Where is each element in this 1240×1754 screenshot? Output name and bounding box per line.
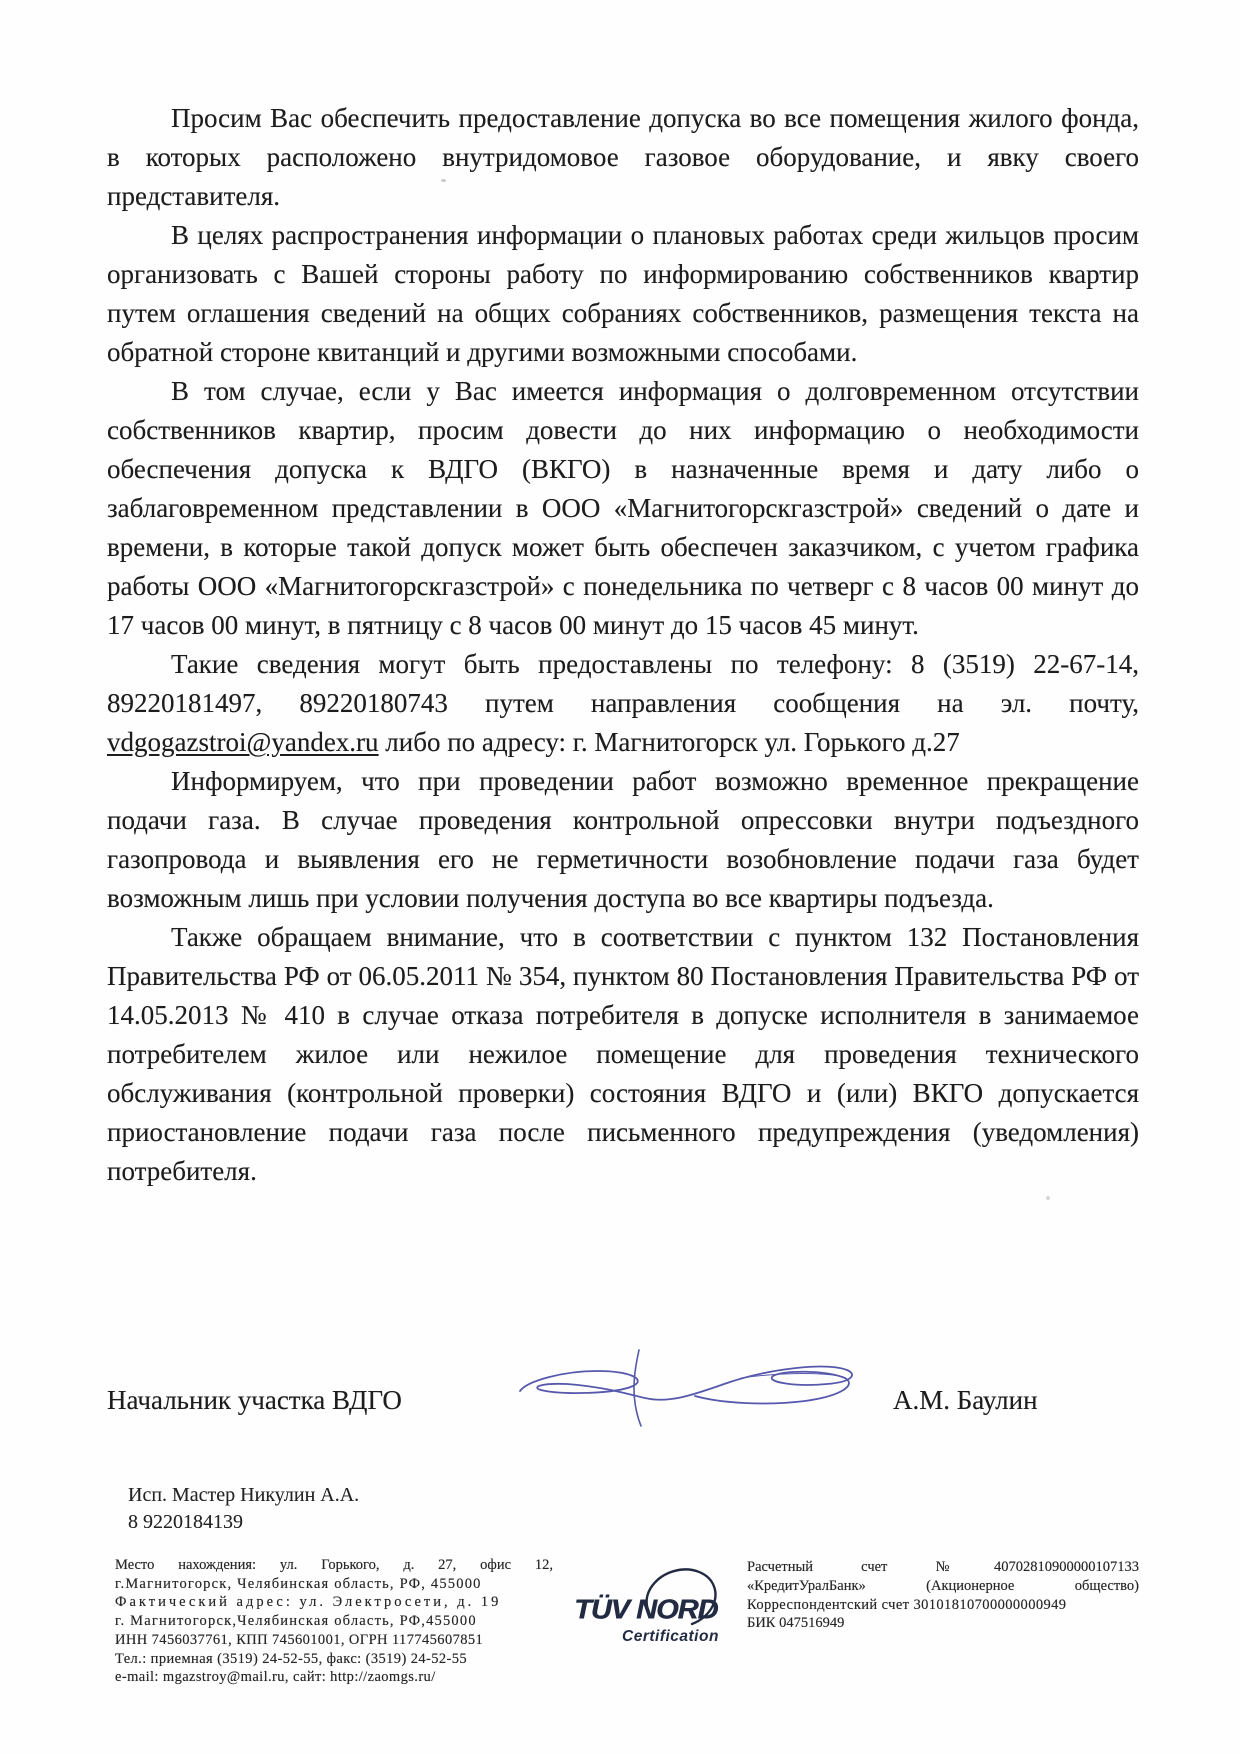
email-link[interactable]: vdgogazstroi@yandex.ru <box>107 727 379 757</box>
handwritten-signature <box>505 1338 860 1433</box>
company-email-site: e-mail: mgazstroy@mail.ru, сайт: http://zaomgs.ru/ <box>115 1669 436 1686</box>
company-legal-address-line2: г.Магнитогорск, Челябинская область, РФ, 455000 <box>115 1575 482 1592</box>
tuv-nord-brand-text: TÜV NORD <box>574 1594 718 1626</box>
paragraph-information-spreading: В целях распространения информации о плановых работах среди жильцов просим организовать с Вашей стороны работу по информированию собственников квартир путем оглашения сведений на общих собраниях собственников, размещения текста на обратной стороне квитанций и другими возможными способами. <box>107 220 1139 367</box>
paragraph-long-absence: В том случае, если у Вас имеется информация о долговременном отсутствии собственников квартир, просим довести до них информацию о необходимости обеспечения допуска к ВДГО (ВКГО) в назначенные время и дату либо о заблаговременном представлении в ООО «Магнитогорскгазстрой» сведений о дате и времени, в которые такой допуск может быть обеспечен заказчиком, с учетом графика работы ООО «Магнитогорскгазстрой» с понедельника по четверг с 8 часов 00 минут до 17 часов 00 минут, в пятницу с 8 часов 00 минут до 15 часов 45 минут. <box>107 376 1139 640</box>
company-actual-address-line2: г. Магнитогорск,Челябинская область, РФ,455000 <box>115 1613 477 1630</box>
scan-speck <box>441 179 446 182</box>
paragraph-access-request: Просим Вас обеспечить предоставление допуска во все помещения жилого фонда, в которых расположено внутридомовое газовое оборудование, и явку своего представителя. <box>107 103 1139 211</box>
scan-speck <box>1046 1196 1050 1200</box>
bank-correspondent-account: Корреспондентский счет 30101810700000000949 <box>747 1596 1067 1613</box>
contacts-text-before: Такие сведения могут быть предоставлены по телефону: 8 (3519) 22-67-14, 89220181497, 89220180743 путем направления сообщения на эл. почту, <box>107 649 1139 718</box>
company-phone-fax: Тел.: приемная (3519) 24-52-55, факс: (3519) 24-52-55 <box>115 1650 468 1667</box>
paragraph-legal-basis: Также обращаем внимание, что в соответствии с пунктом 132 Постановления Правительства РФ от 06.05.2011 № 354, пунктом 80 Постановления Правительства РФ от 14.05.2013 № 410 в случае отказа потребителя в допуске исполнителя в занимаемое потребителем жилое или нежилое помещение для проведения технического обслуживания (контрольной проверки) состояния ВДГО и (или) ВКГО допускается приостановление подачи газа после письменного предупреждения (уведомления) потребителя. <box>107 922 1139 1186</box>
tuv-nord-caption-text: Certification <box>622 1628 719 1645</box>
company-legal-address-line1: Место нахождения: ул. Горького, д. 27, офис 12, <box>115 1557 553 1573</box>
signer-name: А.М. Баулин <box>893 1385 1038 1415</box>
tuv-nord-logo <box>560 1542 750 1664</box>
company-actual-address-line1: Фактический адрес: ул. Электросети, д. 19 <box>115 1594 502 1611</box>
paragraph-contacts <box>107 645 1139 762</box>
executor-phone: 8 9220184139 <box>128 1511 243 1533</box>
letter-body <box>107 99 1139 1191</box>
company-details <box>115 1556 553 1687</box>
bank-settlement-account: Расчетный счет №40702810900000107133 <box>747 1559 1139 1575</box>
paragraph-gas-interruption: Информируем, что при проведении работ возможно временное прекращение подачи газа. В случае проведения контрольной опрессовки внутри подъездного газопровода и выявления его не герметичности возобновление подачи газа будет возможным лишь при условии получения доступа во все квартиры подъезда. <box>107 766 1139 913</box>
bank-bik: БИК 047516949 <box>747 1615 845 1632</box>
executor-block <box>128 1482 359 1536</box>
executor-name: Исп. Мастер Никулин А.А. <box>128 1484 360 1506</box>
bank-details <box>747 1558 1139 1633</box>
contacts-text-after: либо по адресу: г. Магнитогорск ул. Горького д.27 <box>378 727 960 757</box>
bank-name: «КредитУралБанк» (Акционерное общество) <box>747 1577 1139 1594</box>
signer-position: Начальник участка ВДГО <box>107 1385 402 1415</box>
company-registration-numbers: ИНН 7456037761, КПП 745601001, ОГРН 117745607851 <box>115 1631 484 1648</box>
